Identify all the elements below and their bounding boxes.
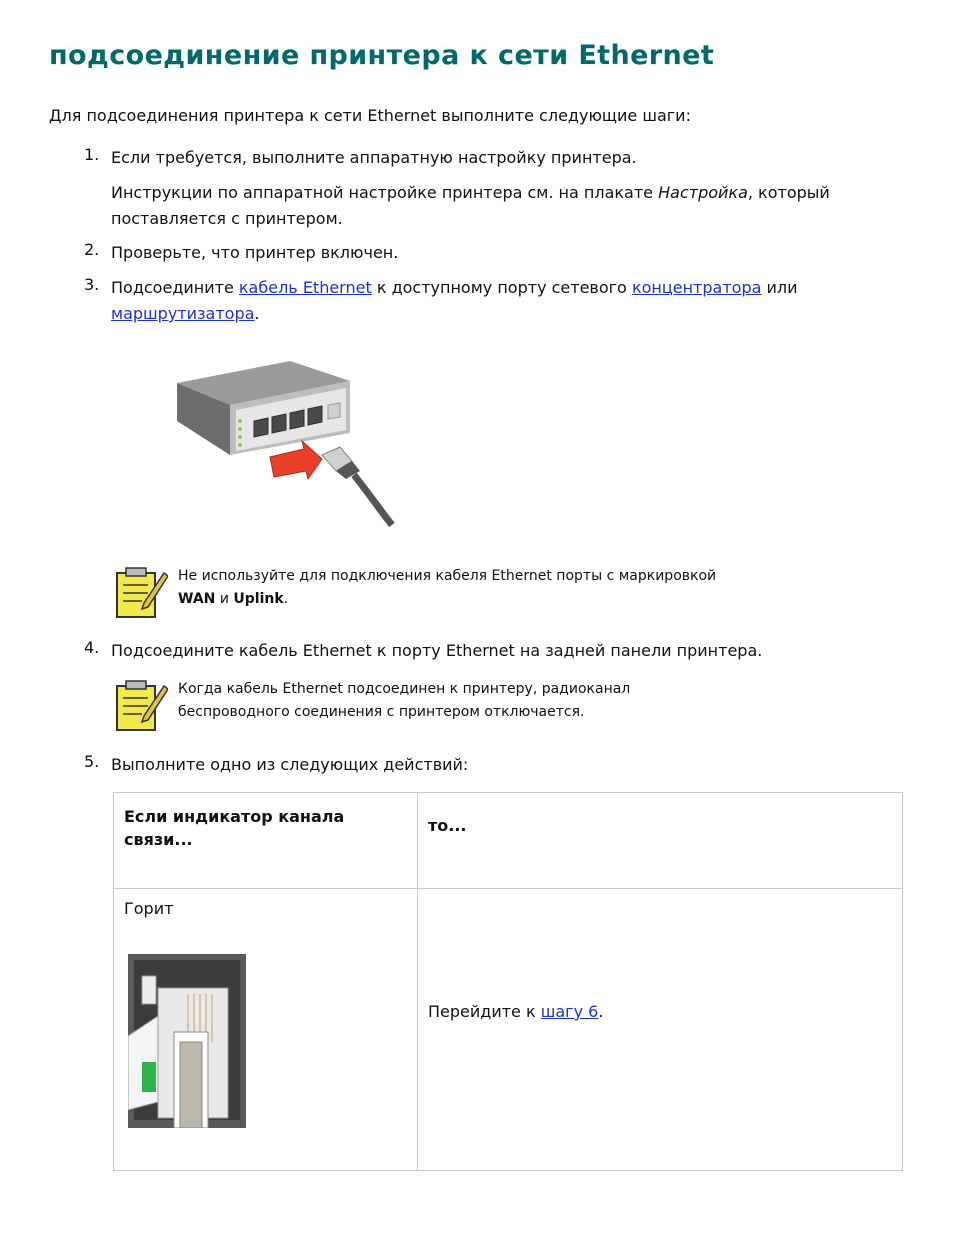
- uplink-label: Uplink: [233, 591, 284, 607]
- step-text-part: .: [254, 304, 260, 323]
- cell-text-part: .: [598, 1002, 604, 1021]
- note-text: [178, 565, 716, 611]
- detail-text-line2: поставляется с принтером.: [111, 209, 343, 228]
- step-number: 4.: [84, 638, 100, 657]
- header-text: то...: [428, 816, 467, 835]
- led-icon: [238, 443, 242, 447]
- header-line: Если индикатор канала: [124, 807, 345, 826]
- router-connection-illustration: [170, 355, 405, 530]
- table-header-row: [114, 793, 903, 889]
- note-end: .: [283, 591, 289, 607]
- table-cell: [114, 889, 418, 1171]
- table-header-cell: [114, 793, 418, 889]
- note-connector: и: [215, 591, 234, 607]
- note-line: Не используйте для подключения кабеля Ethernet порты с маркировкой: [178, 568, 717, 584]
- table-header-cell: [418, 793, 903, 889]
- cell-text: [428, 1002, 603, 1021]
- led-icon: [238, 427, 242, 431]
- note-text: [178, 678, 630, 724]
- router-link[interactable]: маршрутизатора: [111, 304, 255, 323]
- step-text: Выполните одно из следующих действий:: [111, 755, 469, 774]
- note-line: Когда кабель Ethernet подсоединен к принтеру, радиоканал: [178, 681, 631, 697]
- step-text-part: Подсоедините: [111, 278, 239, 297]
- cable: [354, 475, 392, 525]
- detail-text-after: , который: [747, 183, 830, 202]
- step-1-detail: [111, 180, 830, 232]
- cell-text: Горит: [124, 899, 174, 918]
- link-indicator-table: [113, 792, 903, 1171]
- link-light-on-indicator: [142, 1062, 156, 1092]
- step-number: 2.: [84, 240, 100, 259]
- intro-text: Для подсоединения принтера к сети Ethernet выполните следующие шаги:: [49, 106, 691, 125]
- step-text-part: к доступному порту сетевого: [371, 278, 632, 297]
- printer-port-light-on-illustration: [128, 952, 248, 1128]
- header-line: связи...: [124, 830, 193, 849]
- page-title: подсоединение принтера к сети Ethernet: [49, 40, 715, 71]
- note-pad-icon: [114, 678, 168, 734]
- step-text: [111, 275, 798, 327]
- arrow-icon: [270, 441, 322, 479]
- wan-label: WAN: [178, 591, 216, 607]
- table-row: [114, 889, 903, 1171]
- led-icon: [238, 435, 242, 439]
- step-text: Если требуется, выполните аппаратную настройку принтера.: [111, 148, 637, 167]
- step-text: Подсоедините кабель Ethernet к порту Ethernet на задней панели принтера.: [111, 641, 763, 660]
- step-number: 1.: [84, 145, 100, 164]
- step-6-link[interactable]: шагу 6: [540, 1002, 599, 1021]
- step-text: Проверьте, что принтер включен.: [111, 243, 399, 262]
- step-text-part: или: [761, 278, 798, 297]
- detail-text: Инструкции по аппаратной настройке принтера см. на плакате: [111, 183, 659, 202]
- cable: [180, 1042, 202, 1128]
- cell-text-part: Перейдите к: [428, 1002, 541, 1021]
- ethernet-cable-link[interactable]: кабель Ethernet: [238, 278, 372, 297]
- step-number: 3.: [84, 275, 100, 294]
- step-number: 5.: [84, 752, 100, 771]
- note-pad-icon: [114, 565, 168, 621]
- led-icon: [238, 419, 242, 423]
- hub-link[interactable]: концентратора: [631, 278, 762, 297]
- poster-name: Настройка: [658, 183, 748, 202]
- table-cell: [418, 889, 903, 1171]
- note-line: беспроводного соединения с принтером отключается.: [178, 704, 585, 720]
